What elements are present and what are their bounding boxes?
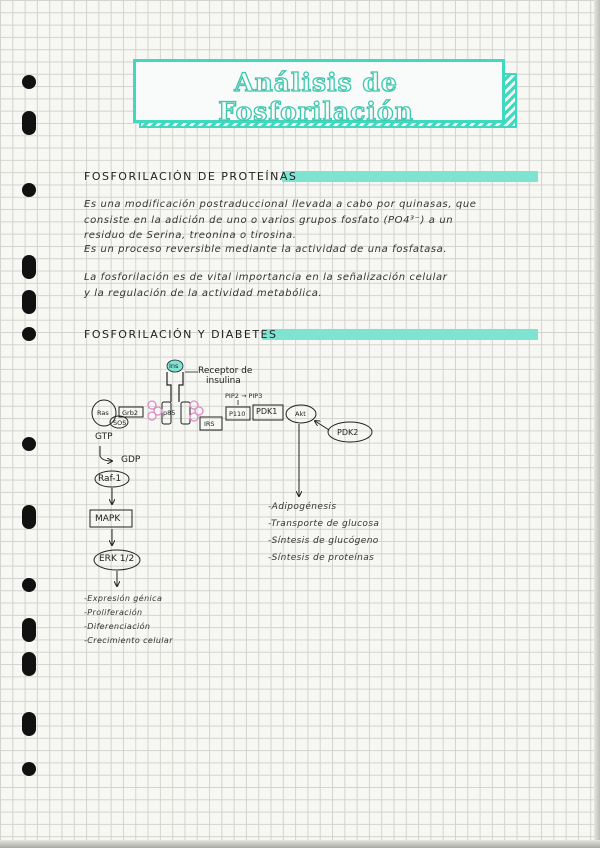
pdk2-arrow — [315, 421, 329, 430]
gtp-gdp-arrow — [100, 446, 112, 461]
akt-label: Akt — [295, 410, 306, 418]
paragraph-line: consiste en la adición de uno o varios grupos fosfato (PO4³⁻) a un — [84, 215, 454, 226]
gtp-label: GTP — [95, 432, 113, 442]
paragraph-line: Es una modificación postraduccional llevada a cabo por quinasas, que — [84, 199, 477, 210]
pdk1-label: PDK1 — [256, 407, 278, 416]
paragraph-line: Es un proceso reversible mediante la actividad de una fosfatasa. — [84, 244, 448, 255]
pip-label: PIP2 → PIP3 — [225, 392, 263, 400]
phosphate-group — [154, 407, 162, 415]
outcome-item: -Síntesis de proteínas — [268, 553, 375, 563]
outcome-item: -Crecimiento celular — [84, 636, 173, 645]
ras-label: Ras — [97, 409, 109, 417]
grb2-label: Grb2 — [122, 409, 138, 417]
pdk2-label: PDK2 — [337, 428, 359, 437]
erk-label: ERK 1/2 — [99, 554, 135, 564]
insulin-receptor — [167, 372, 183, 402]
receptor-right-chain — [181, 402, 190, 424]
sos-label: SOS — [113, 419, 127, 427]
outcome-item: -Síntesis de glucógeno — [268, 536, 379, 546]
phosphate-group — [195, 407, 203, 415]
section-heading: FOSFORILACIÓN Y DIABETES — [84, 328, 278, 341]
receptor-label: insulina — [206, 376, 241, 386]
p85-label: p85 — [163, 409, 176, 417]
outcome-item: -Adipogénesis — [268, 502, 337, 512]
outcome-item: -Expresión génica — [84, 594, 163, 603]
paragraph-line: La fosforilación es de vital importancia en la señalización celular — [84, 272, 448, 283]
page-title: Análisis de Fosforilación — [218, 68, 414, 126]
mapk-label: MAPK — [95, 514, 121, 524]
irs-label: IRS — [204, 420, 215, 428]
paragraph-line: y la regulación de la actividad metabólica. — [84, 288, 323, 299]
gdp-label: GDP — [121, 455, 141, 465]
outcome-item: -Proliferación — [84, 608, 143, 617]
paragraph-line: residuo de Serina, treonina o tirosina. — [84, 230, 297, 241]
outcome-item: -Diferenciación — [84, 622, 151, 631]
receptor-label: Receptor de — [198, 366, 253, 376]
section-heading: FOSFORILACIÓN DE PROTEÍNAS — [84, 170, 298, 183]
outcome-item: -Transporte de glucosa — [268, 519, 380, 529]
raf-label: Raf-1 — [98, 474, 122, 484]
ins-label: Ins — [169, 362, 179, 370]
p110-label: P110 — [229, 410, 246, 418]
